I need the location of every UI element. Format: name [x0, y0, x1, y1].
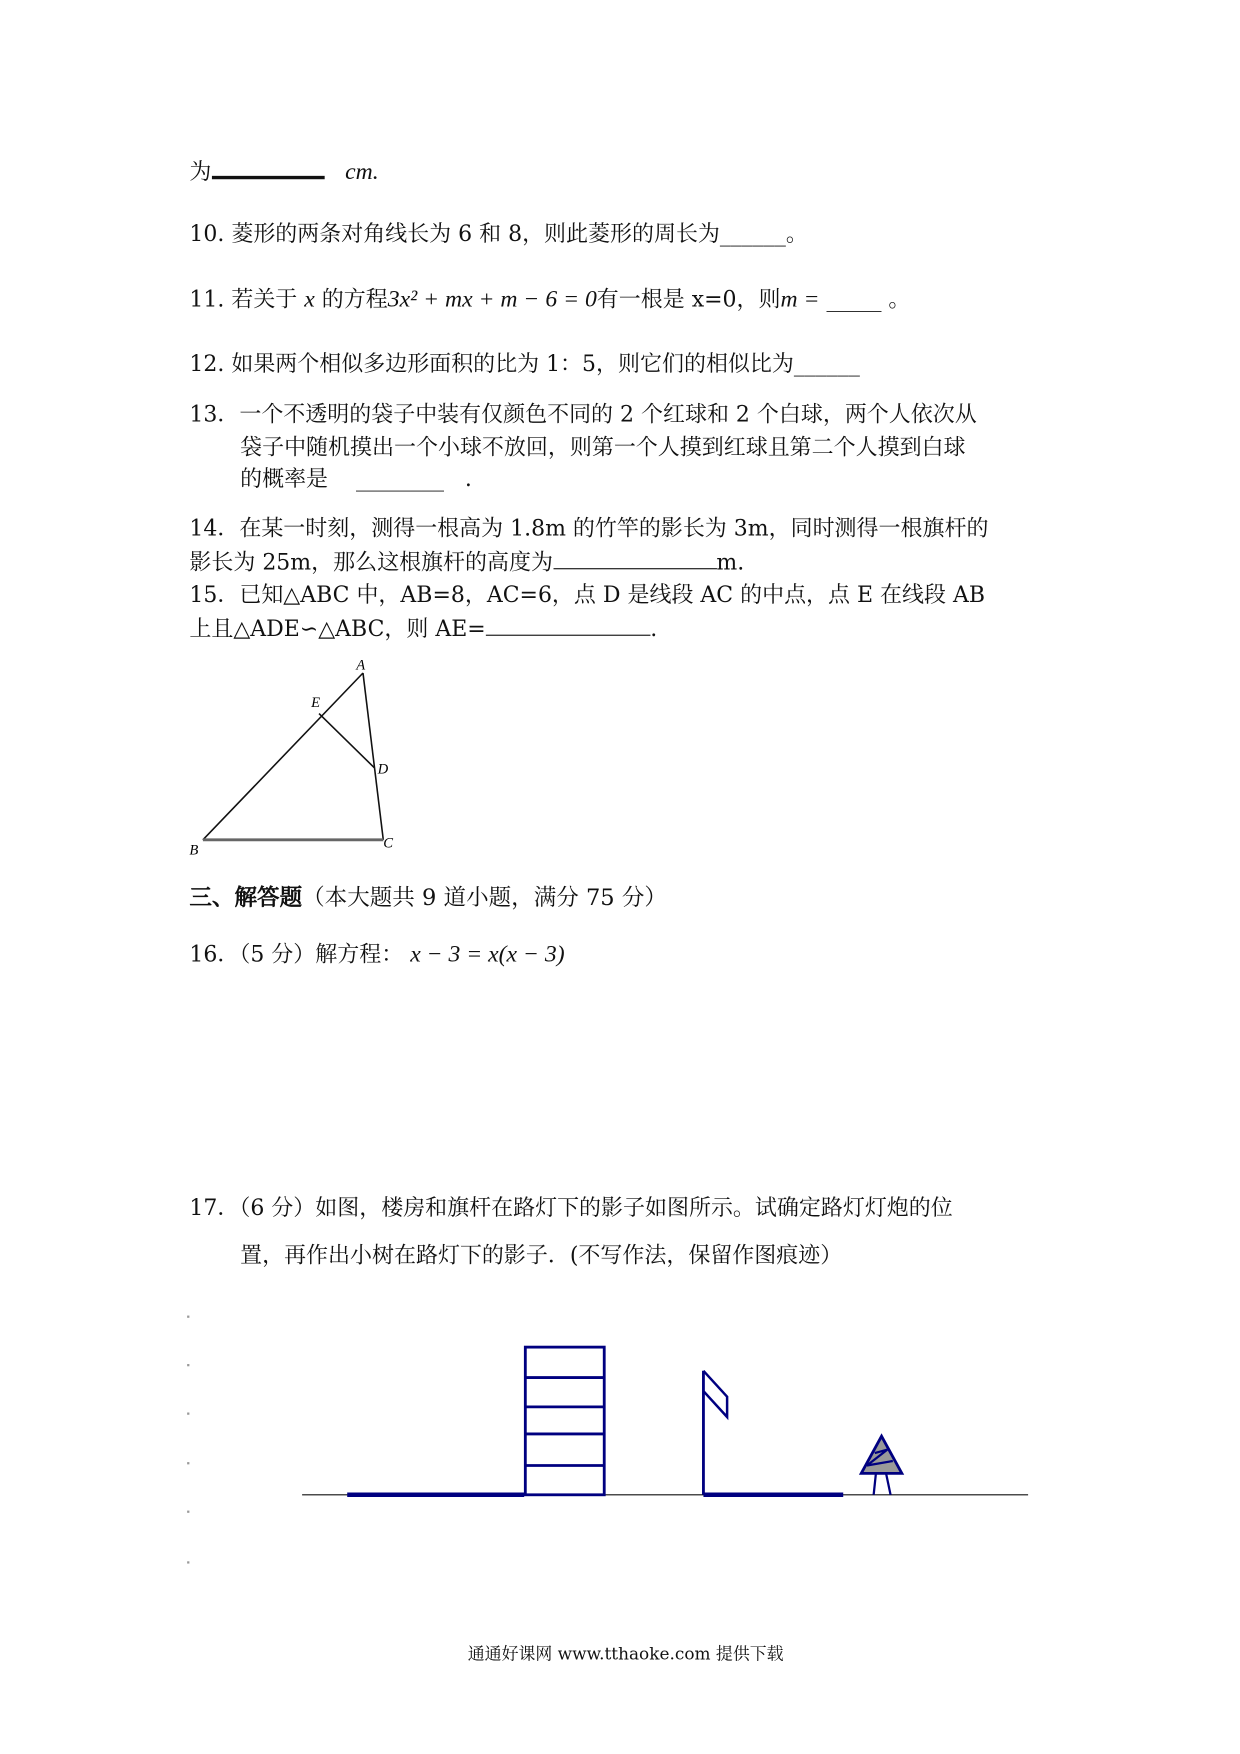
margin-dot — [187, 1364, 189, 1366]
margin-dot — [187, 1413, 189, 1415]
q14-text: 影长为 25m，那么这根旗杆的高度为 — [189, 548, 553, 575]
margin-dot — [187, 1462, 189, 1464]
q17-line2: 置，再作出小树在路灯下的影子．(不写作法，保留作图痕迹） — [240, 1242, 843, 1269]
section-title: 三、解答题 — [189, 883, 303, 911]
q14-line1: 14．在某一时刻，测得一根高为 1.8m 的竹竿的影长为 3m，同时测得一根旗杆的 — [189, 515, 989, 542]
label-d: D — [377, 761, 389, 778]
q16-equation: x − 3 = x(x − 3) — [410, 940, 565, 968]
building — [525, 1347, 604, 1495]
section-note: （本大题共 9 道小题，满分 75 分） — [302, 883, 667, 911]
q11-equation: 3x² + mx + m − 6 = 0 — [387, 285, 597, 313]
triangle-figure — [203, 673, 383, 840]
q15-line1: 15．已知△ABC 中，AB=8，AC=6，点 D 是线段 AC 的中点，点 E 在线段 AB — [189, 581, 986, 608]
margin-dot — [187, 1511, 189, 1513]
segment-ed — [319, 714, 374, 768]
question-16 — [189, 940, 564, 968]
answer-blank: ________ — [356, 465, 444, 492]
label-b: B — [189, 842, 199, 859]
label-e: E — [311, 694, 321, 711]
q15-end: . — [650, 615, 658, 642]
footer-text: 通通好课网 www.tthaoke.com 提供下载 — [467, 1643, 784, 1664]
q13-text: 的概率是 — [240, 465, 329, 492]
q9-unit: cm. — [345, 157, 379, 185]
q13-line1: 13．一个不透明的袋子中装有仅颜色不同的 2 个红球和 2 个白球，两个人依次从 — [189, 401, 977, 428]
label-c: C — [383, 835, 394, 852]
q11-text: 11. 若关于 — [189, 286, 298, 313]
q11-end: 。 — [881, 286, 911, 313]
q16-text: 16．（5 分）解方程： — [189, 941, 404, 968]
margin-dot — [187, 1316, 189, 1318]
q11-text: 有一根是 x=0，则 — [596, 286, 781, 313]
streetlight-figure — [302, 1347, 1028, 1495]
flag — [703, 1371, 727, 1417]
q13-line2: 袋子中随机摸出一个小球不放回，则第一个人摸到红球且第二个人摸到白球 — [240, 434, 966, 460]
answer-blank: ______ — [719, 220, 786, 247]
answer-blank: _____ — [826, 286, 882, 313]
tree-trunk — [886, 1473, 891, 1494]
math-var: m = — [780, 285, 820, 313]
tree-trunk — [874, 1473, 876, 1494]
q12-text: 12. 如果两个相似多边形面积的比为 1：5，则它们的相似比为 — [189, 350, 794, 377]
section-3-heading — [189, 884, 667, 911]
q14-unit: m. — [716, 548, 745, 575]
q13-end: . — [464, 465, 472, 492]
side-ac — [363, 673, 383, 840]
q15-text: 上且△ADE∽△ABC，则 AE= — [189, 615, 486, 642]
q10-text: 10. 菱形的两条对角线长为 6 和 8，则此菱形的周长为 — [189, 220, 720, 247]
answer-blank: ______ — [793, 350, 860, 377]
math-var: x — [304, 285, 315, 313]
label-a: A — [356, 657, 366, 674]
margin-dot — [187, 1561, 189, 1563]
q17-line1: 17．（6 分）如图，楼房和旗杆在路灯下的影子如图所示。试确定路灯灯炮的位 — [189, 1194, 953, 1221]
q9-prefix: 为 — [189, 158, 212, 185]
q10-end: 。 — [785, 220, 808, 247]
side-ab — [203, 673, 363, 840]
q11-text: 的方程 — [314, 286, 388, 313]
